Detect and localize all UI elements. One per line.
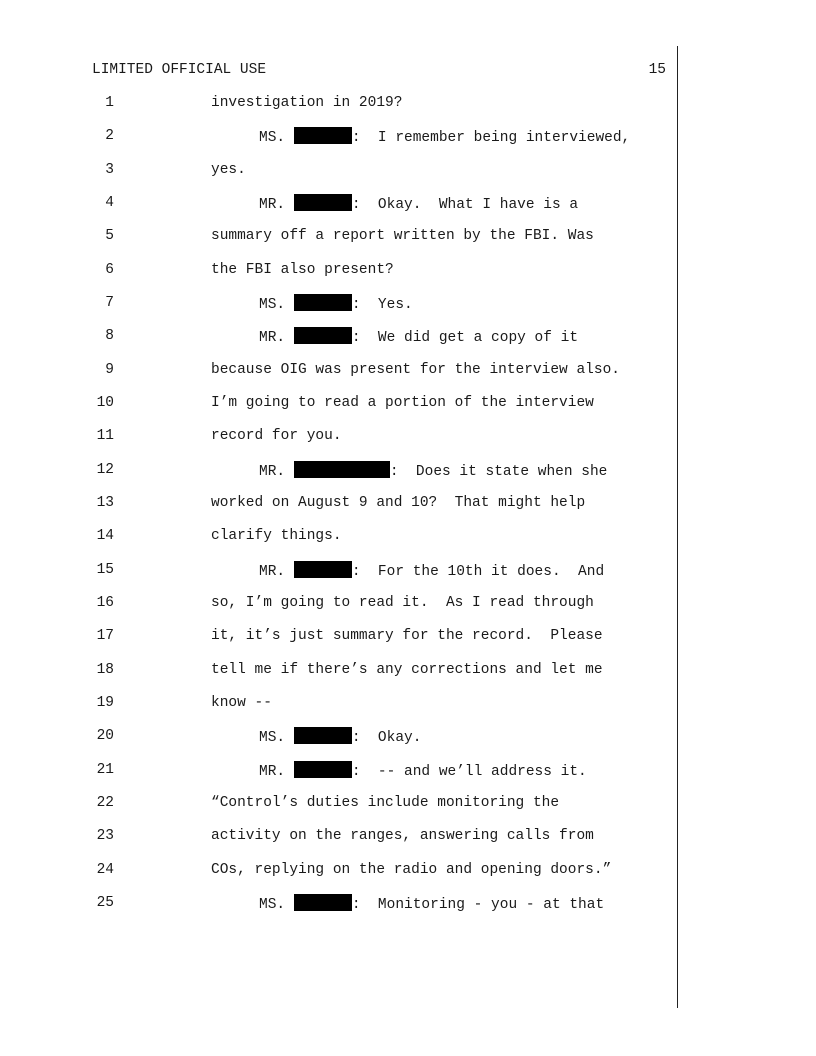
- line-text: [211, 527, 342, 545]
- line-number: 1: [105, 95, 114, 111]
- line-text-end: : Okay. What I have is a: [351, 196, 579, 213]
- line-number: 11: [96, 428, 114, 445]
- line-text: [211, 427, 342, 445]
- line-text: [211, 861, 611, 879]
- line-text-start: MS.: [259, 130, 294, 147]
- line-text-start: COs, replying on the radio and opening doors.”: [211, 861, 612, 878]
- line-text-start: MS.: [259, 896, 294, 913]
- line-number: 18: [96, 661, 114, 678]
- transcript-line: [0, 227, 680, 260]
- transcript-line: [0, 394, 680, 427]
- transcript-line: [0, 527, 680, 560]
- line-text: [211, 827, 594, 845]
- transcript-line: [0, 861, 680, 894]
- line-text-end: : I remember being interviewed,: [351, 130, 631, 147]
- line-number: 10: [96, 394, 114, 411]
- line-text-end: : Does it state when she: [389, 463, 608, 480]
- line-text: [211, 494, 585, 512]
- transcript-line: [0, 461, 680, 494]
- line-number: 15: [96, 561, 114, 578]
- line-text-start: know --: [211, 694, 272, 711]
- line-text: [211, 661, 603, 679]
- line-text-start: worked on August 9 and 10? That might help: [211, 494, 586, 511]
- transcript-line: [0, 361, 680, 394]
- transcript-lines: [0, 94, 680, 927]
- line-number: 9: [105, 361, 114, 378]
- redaction-block: [294, 327, 352, 344]
- line-text-start: tell me if there’s any corrections and let me: [211, 661, 603, 678]
- transcript-line: [0, 161, 680, 194]
- line-number: 23: [96, 828, 114, 845]
- line-text: [259, 727, 421, 747]
- transcript-line: [0, 261, 680, 294]
- line-text-end: : -- and we’ll address it.: [351, 763, 587, 780]
- line-text-start: so, I’m going to read it. As I read through: [211, 594, 594, 611]
- line-number: 20: [96, 728, 114, 745]
- line-text: [211, 161, 246, 179]
- line-text-start: MS.: [259, 730, 294, 747]
- line-text: [259, 194, 578, 214]
- line-text-start: MR.: [259, 330, 294, 347]
- line-text: [211, 394, 594, 412]
- transcript-line: [0, 494, 680, 527]
- line-text-start: because OIG was present for the interview also.: [211, 361, 620, 378]
- line-number: 4: [105, 194, 114, 211]
- transcript-line: [0, 194, 680, 227]
- line-number: 13: [96, 494, 114, 511]
- redaction-block: [294, 194, 352, 211]
- line-text-start: clarify things.: [211, 528, 342, 545]
- line-text-start: MR.: [259, 463, 294, 480]
- transcript-line: [0, 294, 680, 327]
- redaction-block: [294, 294, 352, 311]
- redaction-block: [294, 561, 352, 578]
- transcript-line: [0, 761, 680, 794]
- transcript-line: [0, 827, 680, 860]
- line-text-start: MR.: [259, 763, 294, 780]
- redaction-block: [294, 894, 352, 911]
- line-number: 6: [105, 261, 114, 278]
- line-text: [259, 127, 630, 147]
- transcript-line: [0, 594, 680, 627]
- line-number: 8: [105, 328, 114, 345]
- line-number: 16: [96, 594, 114, 611]
- line-number: 3: [105, 161, 114, 178]
- line-text-start: investigation in 2019?: [211, 95, 403, 111]
- line-text: [211, 227, 594, 245]
- line-text-end: : For the 10th it does. And: [351, 563, 605, 580]
- line-number: 24: [96, 861, 114, 878]
- transcript-line: [0, 427, 680, 460]
- line-text-end: : Okay.: [351, 730, 422, 747]
- line-number: 25: [96, 894, 114, 911]
- line-text-start: it, it’s just summary for the record. Please: [211, 628, 603, 645]
- transcript-line: [0, 127, 680, 160]
- redaction-block: [294, 461, 390, 478]
- page-number: 15: [648, 62, 666, 78]
- line-number: 19: [96, 694, 114, 711]
- line-text: [211, 261, 394, 279]
- line-text: [259, 561, 604, 581]
- line-text: [211, 594, 594, 612]
- line-text: [211, 794, 559, 812]
- redaction-block: [294, 727, 352, 744]
- line-text: [259, 894, 604, 914]
- line-text: [259, 327, 578, 347]
- line-text: [259, 294, 413, 314]
- line-text-start: MR.: [259, 563, 294, 580]
- transcript-line: [0, 894, 680, 927]
- transcript-line: [0, 727, 680, 760]
- classification-header: LIMITED OFFICIAL USE: [92, 62, 267, 78]
- line-text-start: I’m going to read a portion of the interview: [211, 394, 594, 411]
- line-number: 2: [105, 128, 114, 145]
- line-text-end: : We did get a copy of it: [351, 330, 579, 347]
- redaction-block: [294, 761, 352, 778]
- line-number: 14: [96, 528, 114, 545]
- line-number: 22: [96, 794, 114, 811]
- line-text-end: : Yes.: [351, 296, 413, 313]
- transcript-line: [0, 661, 680, 694]
- line-number: 5: [105, 228, 114, 245]
- line-text: [211, 94, 402, 112]
- line-number: 12: [96, 461, 114, 478]
- line-number: 21: [96, 761, 114, 778]
- line-text: [211, 361, 620, 379]
- line-text-start: yes.: [211, 161, 246, 178]
- line-text-start: record for you.: [211, 428, 342, 445]
- line-text-start: summary off a report written by the FBI. Was: [211, 228, 594, 245]
- line-text-start: the FBI also present?: [211, 261, 394, 278]
- line-text-start: MR.: [259, 196, 294, 213]
- line-number: 17: [96, 628, 114, 645]
- line-number: 7: [105, 294, 114, 311]
- line-text: [211, 627, 603, 645]
- line-text-start: “Control’s duties include monitoring the: [211, 794, 560, 811]
- line-text-end: : Monitoring - you - at that: [351, 896, 605, 913]
- redaction-block: [294, 127, 352, 144]
- line-text: [259, 461, 607, 481]
- transcript-line: [0, 694, 680, 727]
- transcript-line: [0, 327, 680, 360]
- transcript-line: [0, 561, 680, 594]
- transcript-line: [0, 94, 680, 127]
- transcript-line: [0, 627, 680, 660]
- line-text-start: MS.: [259, 296, 294, 313]
- line-text: [211, 694, 272, 712]
- line-text-start: activity on the ranges, answering calls from: [211, 828, 594, 845]
- transcript-line: [0, 794, 680, 827]
- line-text: [259, 761, 587, 781]
